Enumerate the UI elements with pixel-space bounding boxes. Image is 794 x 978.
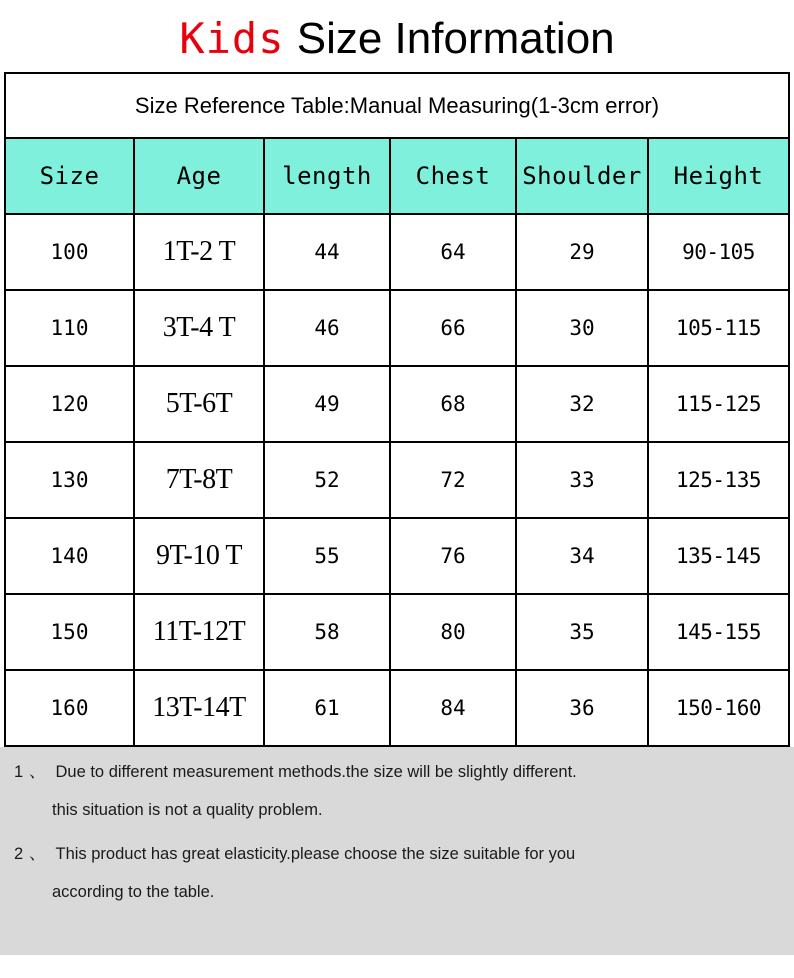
cell-age: 13T-14T <box>134 670 264 746</box>
title-rest: Size Information <box>284 14 615 63</box>
cell-size: 150 <box>6 594 134 670</box>
cell-length: 55 <box>264 518 390 594</box>
cell-age: 9T-10 T <box>134 518 264 594</box>
cell-age: 3T-4 T <box>134 290 264 366</box>
column-header-length: length <box>264 139 390 214</box>
page-title <box>0 0 794 72</box>
cell-size: 130 <box>6 442 134 518</box>
note-2-text-line2: according to the table. <box>52 882 215 901</box>
cell-length: 44 <box>264 214 390 290</box>
cell-size: 140 <box>6 518 134 594</box>
cell-height: 115-125 <box>648 366 788 442</box>
note-1-text: Due to different measurement methods.the size will be slightly different. <box>55 763 577 782</box>
cell-shoulder: 33 <box>516 442 648 518</box>
note-1-mark: 、 <box>29 763 46 782</box>
cell-age: 7T-8T <box>134 442 264 518</box>
note-2-number: 2 <box>14 845 24 864</box>
table-caption: Size Reference Table:Manual Measuring(1-3cm error) <box>134 92 660 118</box>
cell-shoulder: 30 <box>516 290 648 366</box>
cell-height: 125-135 <box>648 442 788 518</box>
cell-length: 52 <box>264 442 390 518</box>
table-row <box>6 670 788 746</box>
table-body <box>6 214 788 746</box>
table-row <box>6 594 788 670</box>
cell-length: 49 <box>264 366 390 442</box>
cell-shoulder: 35 <box>516 594 648 670</box>
cell-shoulder: 32 <box>516 366 648 442</box>
table-row <box>6 290 788 366</box>
note-item-1 <box>14 761 780 785</box>
column-header-age: Age <box>134 139 264 214</box>
note-2-mark: 、 <box>29 845 46 864</box>
table-caption-row <box>6 74 788 139</box>
cell-size: 160 <box>6 670 134 746</box>
cell-height: 105-115 <box>648 290 788 366</box>
cell-chest: 66 <box>390 290 516 366</box>
cell-size: 100 <box>6 214 134 290</box>
cell-chest: 84 <box>390 670 516 746</box>
note-1-number: 1 <box>14 763 24 782</box>
cell-length: 61 <box>264 670 390 746</box>
cell-shoulder: 34 <box>516 518 648 594</box>
cell-size: 110 <box>6 290 134 366</box>
note-item-2-continued <box>14 881 780 905</box>
column-header-chest: Chest <box>390 139 516 214</box>
cell-size: 120 <box>6 366 134 442</box>
table-row <box>6 366 788 442</box>
column-header-shoulder: Shoulder <box>516 139 648 214</box>
size-table <box>4 72 790 747</box>
notes-section <box>0 747 794 955</box>
cell-height: 90-105 <box>648 214 788 290</box>
table-row <box>6 214 788 290</box>
cell-chest: 80 <box>390 594 516 670</box>
title-highlight: Kids <box>179 14 285 63</box>
cell-length: 46 <box>264 290 390 366</box>
note-item-2 <box>14 843 780 867</box>
note-item-1-continued <box>14 799 780 823</box>
cell-height: 145-155 <box>648 594 788 670</box>
table-row <box>6 442 788 518</box>
table-header <box>6 139 788 214</box>
cell-height: 135-145 <box>648 518 788 594</box>
cell-shoulder: 36 <box>516 670 648 746</box>
size-reference-table <box>6 139 788 747</box>
column-header-height: Height <box>648 139 788 214</box>
cell-chest: 76 <box>390 518 516 594</box>
table-header-row <box>6 139 788 214</box>
cell-height: 150-160 <box>648 670 788 746</box>
cell-chest: 72 <box>390 442 516 518</box>
note-1-text-line2: this situation is not a quality problem. <box>52 801 323 820</box>
cell-shoulder: 29 <box>516 214 648 290</box>
note-2-text: This product has great elasticity.please choose the size suitable for you <box>55 845 576 864</box>
cell-chest: 68 <box>390 366 516 442</box>
cell-length: 58 <box>264 594 390 670</box>
title-text <box>0 16 794 62</box>
cell-age: 11T-12T <box>134 594 264 670</box>
table-row <box>6 518 788 594</box>
cell-chest: 64 <box>390 214 516 290</box>
cell-age: 5T-6T <box>134 366 264 442</box>
column-header-size: Size <box>6 139 134 214</box>
cell-age: 1T-2 T <box>134 214 264 290</box>
